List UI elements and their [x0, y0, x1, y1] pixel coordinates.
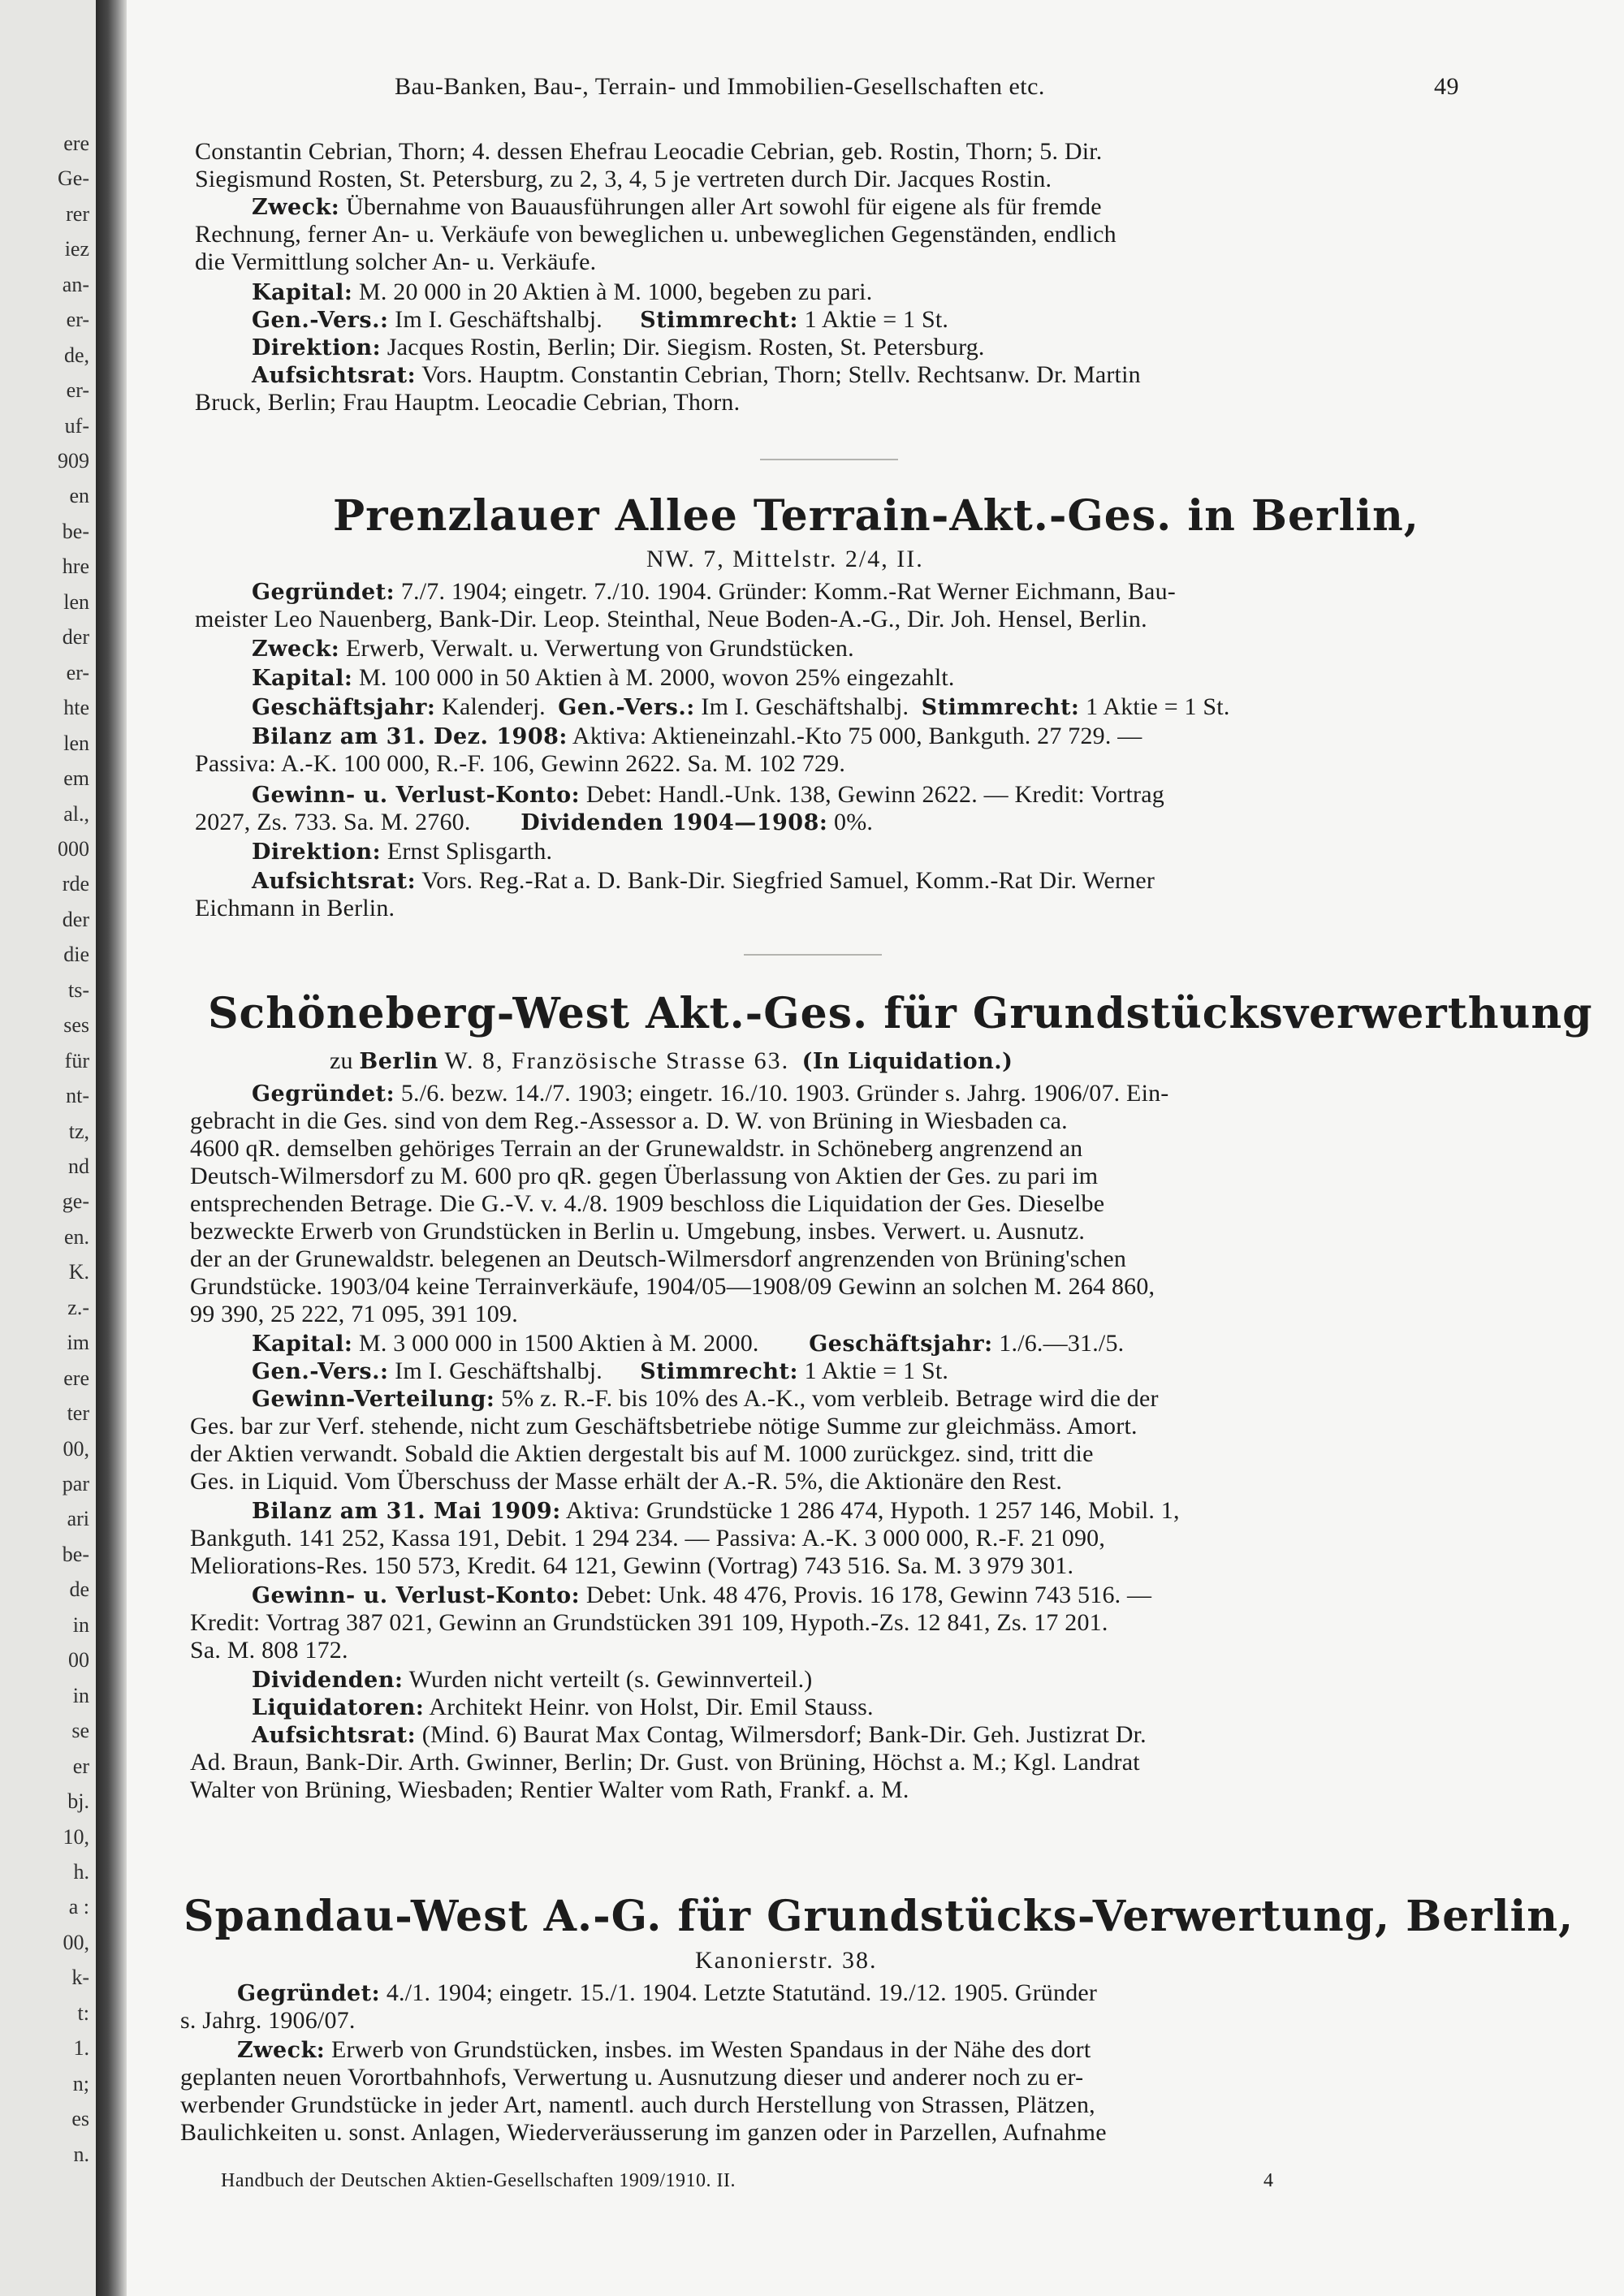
genvers-label: Gen.-Vers.:	[252, 308, 389, 333]
aufsichtsrat-line	[252, 361, 1141, 390]
left-margin-fragment: 000	[58, 836, 89, 861]
subtitle-address: W. 8, Französische Strasse 63.	[444, 1047, 790, 1074]
text-line: Eichmann in Berlin.	[195, 895, 395, 921]
guv-continuation	[195, 809, 873, 837]
aufsichtsrat-text: (Mind. 6) Baurat Max Contag, Wilmersdorf; Bank-Dir. Geh. Justizrat Dr.	[421, 1721, 1147, 1748]
liquidation-status: (In Liquidation.)	[801, 1049, 1013, 1074]
aufsichtsrat-text: Vors. Hauptm. Constantin Cebrian, Thorn; Stellv. Rechtsanw. Dr. Martin	[421, 361, 1141, 388]
stimmrecht-text: 1 Aktie = 1 St.	[1086, 693, 1230, 720]
running-title: Bau-Banken, Bau-, Terrain- und Immobilien-Gesellschaften etc.	[395, 73, 1045, 100]
text-line: der Aktien verwandt. Sobald die Aktien dergestalt bis auf M. 1000 zurückgez. sind, tritt die	[190, 1440, 1094, 1467]
genvers-text: Im I. Geschäftshalbj.	[395, 306, 603, 333]
zweck-line	[252, 635, 854, 663]
text-line: Baulichkeiten u. sonst. Anlagen, Wiederveräusserung im ganzen oder in Parzellen, Aufnahme	[180, 2119, 1107, 2146]
left-margin-fragment: hre	[62, 555, 89, 579]
gewinnverteilung-line	[252, 1385, 1159, 1413]
genvers-label: Gen.-Vers.:	[558, 695, 695, 720]
left-margin-fragment: en	[69, 484, 89, 508]
left-margin-fragment: em	[63, 766, 89, 791]
text-line: Bankguth. 141 252, Kassa 191, Debit. 1 294 234. — Passiva: A.-K. 3 000 000, R.-F. 21 090,	[190, 1525, 1106, 1552]
guv-label: Gewinn- u. Verlust-Konto:	[252, 783, 581, 808]
left-margin-fragment: Ge-	[58, 166, 89, 191]
bilanz-text: Aktiva: Grundstücke 1 286 474, Hypoth. 1 257 146, Mobil. 1,	[565, 1497, 1180, 1524]
direktion-line	[252, 334, 985, 362]
text-line: Bruck, Berlin; Frau Hauptm. Leocadie Cebrian, Thorn.	[195, 389, 741, 416]
text-line: Passiva: A.-K. 100 000, R.-F. 106, Gewinn 2622. Sa. M. 102 729.	[195, 750, 846, 777]
page-number: 49	[1434, 73, 1459, 100]
bilanz-label: Bilanz am 31. Dez. 1908:	[252, 724, 568, 749]
left-margin-fragment: z.-	[67, 1295, 89, 1319]
aufsichtsrat-label: Aufsichtsrat:	[252, 363, 417, 388]
left-margin-fragment: h.	[73, 1859, 89, 1884]
kapital-line	[252, 664, 955, 693]
dividenden-line	[252, 1666, 812, 1694]
aufsichtsrat-text: Vors. Reg.-Rat a. D. Bank-Dir. Siegfried Samuel, Komm.-Rat Dir. Werner	[421, 867, 1155, 894]
left-margin-fragment: par	[62, 1472, 89, 1496]
company-title: Prenzlauer Allee Terrain-Akt.-Ges. in Berlin,	[333, 491, 1419, 541]
left-margin-fragment: n.	[73, 2142, 89, 2166]
left-margin-fragment: ere	[63, 1366, 89, 1390]
geschaeftsjahr-line	[252, 693, 1230, 722]
gegruendet-text: 4./1. 1904; eingetr. 15./1. 1904. Letzte Statutänd. 19./12. 1905. Gründer	[386, 1979, 1098, 2006]
left-margin-fragment: rde	[62, 872, 89, 896]
company-title: Spandau-West A.-G. für Grundstücks-Verwertung, Berlin,	[184, 1892, 1574, 1941]
text-line: meister Leo Nauenberg, Bank-Dir. Leop. Steinthal, Neue Boden-A.-G., Dir. Joh. Hensel, Berlin.	[195, 606, 1147, 632]
kapital-line	[252, 278, 872, 307]
gegruendet-label: Gegründet:	[252, 580, 395, 605]
book-gutter	[96, 0, 127, 2296]
geschaeftsjahr-text: Kalenderj.	[442, 693, 546, 720]
aufsichtsrat-label: Aufsichtsrat:	[252, 869, 417, 894]
left-margin-fragment: in	[72, 1683, 89, 1707]
footer-book-title: Handbuch der Deutschen Aktien-Gesellschaften 1909/1910. II.	[221, 2170, 736, 2191]
left-margin-fragment: ses	[63, 1013, 89, 1038]
dividenden-label: Dividenden:	[252, 1668, 404, 1693]
liquidatoren-label: Liquidatoren:	[252, 1695, 425, 1720]
gegruendet-text: 5./6. bezw. 14./7. 1903; eingetr. 16./10. 1903. Gründer s. Jahrg. 1906/07. Ein-	[400, 1080, 1169, 1107]
left-margin-fragment: die	[63, 943, 89, 967]
left-margin-fragment: er-	[66, 308, 89, 332]
left-margin-fragment: be-	[62, 1542, 89, 1566]
zweck-text: Erwerb von Grundstücken, insbes. im Westen Spandaus in der Nähe des dort	[330, 2036, 1091, 2063]
left-margin-fragment: nd	[68, 1154, 89, 1178]
left-margin-fragment: an-	[62, 272, 89, 296]
left-margin-fragment: in	[72, 1612, 89, 1637]
company-address: NW. 7, Mittelstr. 2/4, II.	[646, 546, 924, 572]
separator-rule	[744, 954, 882, 956]
aufsichtsrat-line	[252, 867, 1155, 896]
genvers-label: Gen.-Vers.:	[252, 1359, 389, 1384]
separator-rule	[760, 459, 898, 460]
left-margin-fragment: er-	[66, 660, 89, 684]
left-margin-fragment: de,	[63, 343, 89, 367]
aufsichtsrat-label: Aufsichtsrat:	[252, 1723, 417, 1748]
gegruendet-line	[252, 578, 1176, 606]
direktion-label: Direktion:	[252, 839, 382, 865]
direktion-line	[252, 838, 552, 866]
text-line: Siegismund Rosten, St. Petersburg, zu 2, 3, 4, 5 je vertreten durch Dir. Jacques Rostin.	[195, 166, 1052, 192]
text-line: Rechnung, ferner An- u. Verkäufe von beweglichen u. unbeweglichen Gegenständen, endlich	[195, 221, 1116, 248]
text-line: werbender Grundstücke in jeder Art, namentl. auch durch Herstellung von Strassen, Plätzen,	[180, 2091, 1095, 2118]
zweck-line	[252, 193, 1102, 222]
left-margin-fragment: len	[63, 731, 89, 755]
subtitle-prefix: zu	[330, 1047, 353, 1074]
left-margin-fragment: ere	[63, 132, 89, 155]
left-margin-fragment: al.,	[63, 801, 89, 826]
kapital-label: Kapital:	[252, 666, 353, 691]
stimmrecht-label: Stimmrecht:	[921, 695, 1080, 720]
text-line: Ad. Braun, Bank-Dir. Arth. Gwinner, Berlin; Dr. Gust. von Brüning, Höchst a. M.; Kgl. Landrat	[190, 1749, 1140, 1776]
genvers-text: Im I. Geschäftshalbj.	[701, 693, 909, 720]
geschaeftsjahr-label: Geschäftsjahr:	[809, 1331, 993, 1357]
left-margin-fragment: 00,	[63, 1930, 89, 1954]
left-margin-fragment: rer	[66, 201, 89, 226]
text-line: der an der Grunewaldstr. belegenen an Deutsch-Wilmersdorf angrenzenden von Brüning'schen	[190, 1245, 1127, 1272]
stimmrecht-text: 1 Aktie = 1 St.	[804, 306, 949, 333]
left-margin-fragment: bj.	[67, 1789, 89, 1814]
kapital-line	[252, 1330, 1124, 1358]
left-margin-fragment: 00	[68, 1648, 89, 1672]
guv-text: 2027, Zs. 733. Sa. M. 2760.	[195, 809, 471, 835]
dividenden-label: Dividenden 1904—1908:	[520, 810, 828, 835]
left-margin-fragment: der	[62, 625, 89, 650]
left-margin-fragment: nt-	[66, 1084, 89, 1108]
left-margin-fragment: er	[72, 1754, 89, 1778]
left-margin-fragment: er-	[66, 378, 89, 403]
kapital-text: M. 3 000 000 in 1500 Aktien à M. 2000.	[359, 1330, 759, 1357]
text-line: Meliorations-Res. 150 573, Kredit. 64 121, Gewinn (Vortrag) 743 516. Sa. M. 3 979 301.	[190, 1552, 1074, 1579]
kapital-label: Kapital:	[252, 1331, 353, 1357]
left-margin-fragment: uf-	[64, 413, 89, 438]
geschaeftsjahr-label: Geschäftsjahr:	[252, 695, 436, 720]
gegruendet-text: 7./7. 1904; eingetr. 7./10. 1904. Gründer: Komm.-Rat Werner Eichmann, Bau-	[400, 578, 1176, 605]
document-page	[127, 0, 1624, 2296]
geschaeftsjahr-text: 1./6.—31./5.	[999, 1330, 1125, 1357]
guv-text: Debet: Handl.-Unk. 138, Gewinn 2622. — Kredit: Vortrag	[585, 781, 1164, 808]
guv-line	[252, 1582, 1151, 1610]
gegruendet-line	[237, 1979, 1097, 2008]
text-line: Ges. bar zur Verf. stehende, nicht zum Geschäftsbetriebe nötige Summe zur gleichmäss. Amort.	[190, 1413, 1138, 1439]
stimmrecht-label: Stimmrecht:	[640, 1359, 798, 1384]
zweck-text: Erwerb, Verwalt. u. Verwertung von Grundstücken.	[345, 635, 854, 662]
left-margin-fragment: en.	[63, 1224, 89, 1249]
left-margin-fragment: ari	[67, 1507, 89, 1531]
zweck-text: Übernahme von Bauausführungen aller Art sowohl für eigene als für fremde	[345, 193, 1102, 220]
left-margin-fragment: 909	[58, 449, 89, 473]
left-margin-fragment: im	[67, 1331, 89, 1355]
bilanz-line	[252, 1497, 1180, 1526]
bilanz-line	[252, 723, 1142, 751]
bilanz-text: Aktiva: Aktieneinzahl.-Kto 75 000, Bankguth. 27 729. —	[572, 723, 1142, 749]
left-margin-fragment: ge-	[62, 1189, 89, 1214]
left-margin-fragment: t:	[77, 2000, 89, 2025]
left-margin-fragment: hte	[63, 696, 89, 720]
genvers-line	[252, 306, 948, 334]
stimmrecht-label: Stimmrecht:	[640, 308, 798, 333]
company-address: Kanonierstr. 38.	[695, 1947, 878, 1974]
left-margin-fragment: len	[63, 589, 89, 614]
gegruendet-label: Gegründet:	[237, 1981, 381, 2006]
dividenden-text: Wurden nicht verteilt (s. Gewinnverteil.)	[408, 1666, 813, 1693]
left-margin-fragment: iez	[64, 237, 89, 261]
stimmrecht-text: 1 Aktie = 1 St.	[804, 1357, 949, 1384]
left-margin-fragment: be-	[62, 519, 89, 543]
subtitle-city: Berlin	[359, 1049, 438, 1074]
dividenden-text: 0%.	[834, 809, 874, 835]
kapital-label: Kapital:	[252, 280, 353, 305]
zweck-label: Zweck:	[252, 195, 340, 220]
company-subtitle	[330, 1047, 1013, 1076]
text-line: Sa. M. 808 172.	[190, 1637, 348, 1664]
left-margin-fragment: n;	[72, 2071, 89, 2095]
left-margin-fragment: ter	[67, 1401, 89, 1426]
direktion-label: Direktion:	[252, 335, 382, 360]
left-margin-fragment: de	[69, 1577, 89, 1602]
gewinnverteilung-label: Gewinn-Verteilung:	[252, 1387, 495, 1412]
left-page-fragment	[0, 0, 96, 2296]
left-margin-fragment: es	[71, 2107, 89, 2131]
left-margin-fragment: ts-	[68, 978, 89, 1002]
kapital-text: M. 100 000 in 50 Aktien à M. 2000, wovon 25% eingezahlt.	[359, 664, 955, 691]
guv-text: Debet: Unk. 48 476, Provis. 16 178, Gewinn 743 516. —	[585, 1582, 1152, 1608]
genvers-line	[252, 1357, 948, 1386]
liquidatoren-line	[252, 1694, 874, 1722]
left-margin-fragment: 00,	[63, 1436, 89, 1461]
company-title: Schöneberg-West Akt.-Ges. für Grundstücksverwerthung	[208, 989, 1593, 1038]
text-line: die Vermittlung solcher An- u. Verkäufe.	[195, 248, 597, 275]
zweck-label: Zweck:	[252, 637, 340, 662]
aufsichtsrat-line	[252, 1721, 1147, 1750]
text-line: 4600 qR. demselben gehöriges Terrain an der Grunewaldstr. in Schöneberg angrenzend an	[190, 1135, 1083, 1162]
liquidatoren-text: Architekt Heinr. von Holst, Dir. Emil Stauss.	[429, 1694, 874, 1720]
text-line: Constantin Cebrian, Thorn; 4. dessen Ehefrau Leocadie Cebrian, geb. Rostin, Thorn; 5. Dir.	[195, 138, 1103, 165]
text-line: entsprechenden Betrage. Die G.-V. v. 4./8. 1909 beschloss die Liquidation der Ges. Dieselbe	[190, 1190, 1105, 1217]
guv-label: Gewinn- u. Verlust-Konto:	[252, 1583, 581, 1608]
gegruendet-label: Gegründet:	[252, 1081, 395, 1107]
gewinnverteilung-text: 5% z. R.-F. bis 10% des A.-K., vom verbleib. Betrage wird die der	[501, 1385, 1159, 1412]
left-margin-fragment: der	[62, 907, 89, 931]
text-line: Kredit: Vortrag 387 021, Gewinn an Grundstücken 391 109, Hypoth.-Zs. 12 841, Zs. 17 201.	[190, 1609, 1108, 1636]
left-margin-fragment: k-	[71, 1966, 89, 1990]
bilanz-label: Bilanz am 31. Mai 1909:	[252, 1499, 561, 1524]
kapital-text: M. 20 000 in 20 Aktien à M. 1000, begeben zu pari.	[359, 278, 873, 305]
left-margin-fragment: für	[64, 1048, 89, 1072]
guv-line	[252, 781, 1164, 809]
direktion-text: Ernst Splisgarth.	[387, 838, 553, 865]
left-margin-fragment: 1.	[73, 2036, 89, 2061]
text-line: gebracht in die Ges. sind von dem Reg.-Assessor a. D. W. von Brüning in Wiesbaden ca.	[190, 1107, 1068, 1134]
gegruendet-line	[252, 1080, 1169, 1108]
text-line: Grundstücke. 1903/04 keine Terrainverkäufe, 1904/05—1908/09 Gewinn an solchen M. 264 860,	[190, 1273, 1155, 1300]
direktion-text: Jacques Rostin, Berlin; Dir. Siegism. Rosten, St. Petersburg.	[387, 334, 985, 360]
zweck-line	[237, 2036, 1091, 2065]
footer-signature-mark: 4	[1263, 2170, 1274, 2191]
left-margin-fragment: K.	[68, 1260, 89, 1284]
text-line: Walter von Brüning, Wiesbaden; Rentier Walter vom Rath, Frankf. a. M.	[190, 1776, 909, 1803]
left-margin-fragment: se	[71, 1719, 89, 1743]
text-line: bezweckte Erwerb von Grundstücken in Berlin u. Umgebung, insbes. Verwert. u. Ausnutz.	[190, 1218, 1086, 1245]
left-margin-fragment: tz,	[68, 1119, 89, 1143]
text-line: 99 390, 25 222, 71 095, 391 109.	[190, 1301, 518, 1327]
zweck-label: Zweck:	[237, 2038, 326, 2063]
text-line: Ges. in Liquid. Vom Überschuss der Masse erhält der A.-R. 5%, die Aktionäre den Rest.	[190, 1468, 1063, 1495]
left-margin-fragment: 10,	[63, 1824, 89, 1849]
genvers-text: Im I. Geschäftshalbj.	[395, 1357, 603, 1384]
text-line: Deutsch-Wilmersdorf zu M. 600 pro qR. gegen Überlassung von Aktien der Ges. zu pari im	[190, 1163, 1099, 1189]
left-margin-fragment: a :	[68, 1895, 89, 1919]
text-line: s. Jahrg. 1906/07.	[180, 2007, 356, 2034]
text-line: geplanten neuen Vorortbahnhofs, Verwertung u. Ausnutzung dieser und anderer noch zu er-	[180, 2064, 1084, 2091]
